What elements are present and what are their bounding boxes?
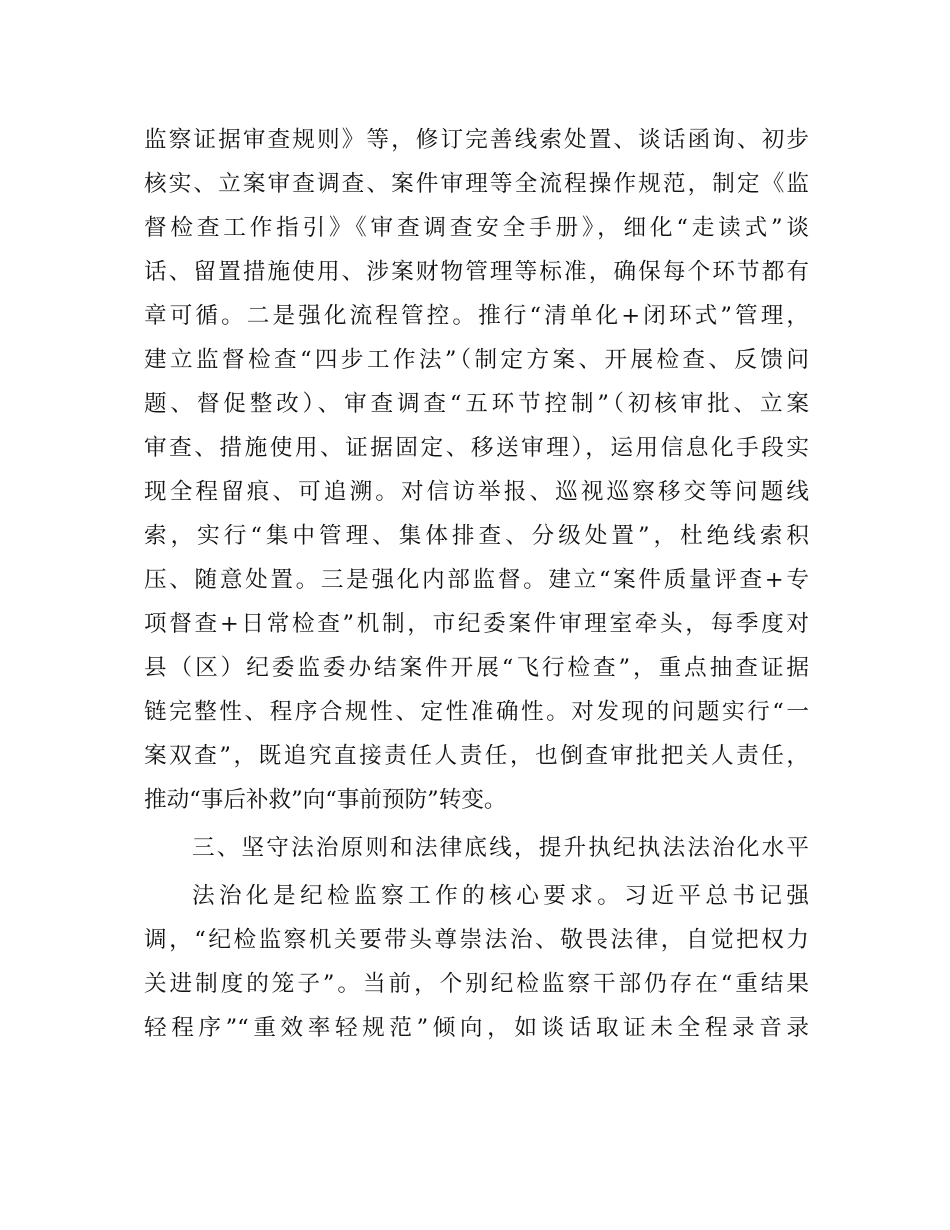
body-line: 案双查”，既追究直接责任人责任，也倒查审批把关人责任，: [144, 743, 809, 769]
body-line: 压、随意处置。三是强化内部监督。建立“案件质量评查+专: [144, 567, 809, 593]
body-line: 链完整性、程序合规性、定性准确性。对发现的问题实行“一: [144, 699, 809, 725]
body-line: 轻程序”“重效率轻规范”倾向，如谈话取证未全程录音录: [144, 1015, 809, 1041]
body-line: 题、督促整改）、审查调查“五环节控制”（初核审批、立案: [144, 391, 809, 417]
body-line: 推动“事后补救”向“事前预防”转变。: [144, 787, 507, 813]
section-heading: 三、坚守法治原则和法律底线，提升执纪执法法治化水平: [192, 835, 809, 861]
body-line: 关进制度的笼子”。当前，个别纪检监察干部仍存在“重结果: [144, 971, 809, 997]
body-line: 调，“纪检监察机关要带头尊崇法治、敬畏法律，自觉把权力: [144, 927, 809, 953]
body-line: 建立监督检查“四步工作法”（制定方案、开展检查、反馈问: [144, 347, 809, 373]
body-line: 项督查+日常检查”机制，市纪委案件审理室牵头，每季度对: [144, 611, 809, 637]
body-line: 话、留置措施使用、涉案财物管理等标准，确保每个环节都有: [144, 259, 809, 285]
body-line: 法治化是纪检监察工作的核心要求。习近平总书记强: [192, 883, 809, 909]
body-line: 县（区）纪委监委办结案件开展“飞行检查”，重点抽查证据: [144, 655, 809, 681]
body-line: 审查、措施使用、证据固定、移送审理），运用信息化手段实: [144, 435, 809, 461]
body-line: 督检查工作指引》《审查调查安全手册》，细化“走读式”谈: [144, 215, 809, 241]
body-line: 核实、立案审查调查、案件审理等全流程操作规范，制定《监: [144, 171, 809, 197]
body-line: 索，实行“集中管理、集体排查、分级处置”，杜绝线索积: [144, 523, 809, 549]
body-line: 章可循。二是强化流程管控。推行“清单化+闭环式”管理，: [144, 303, 809, 329]
body-line: 监察证据审查规则》等，修订完善线索处置、谈话函询、初步: [144, 127, 809, 153]
body-line: 现全程留痕、可追溯。对信访举报、巡视巡察移交等问题线: [144, 479, 809, 505]
